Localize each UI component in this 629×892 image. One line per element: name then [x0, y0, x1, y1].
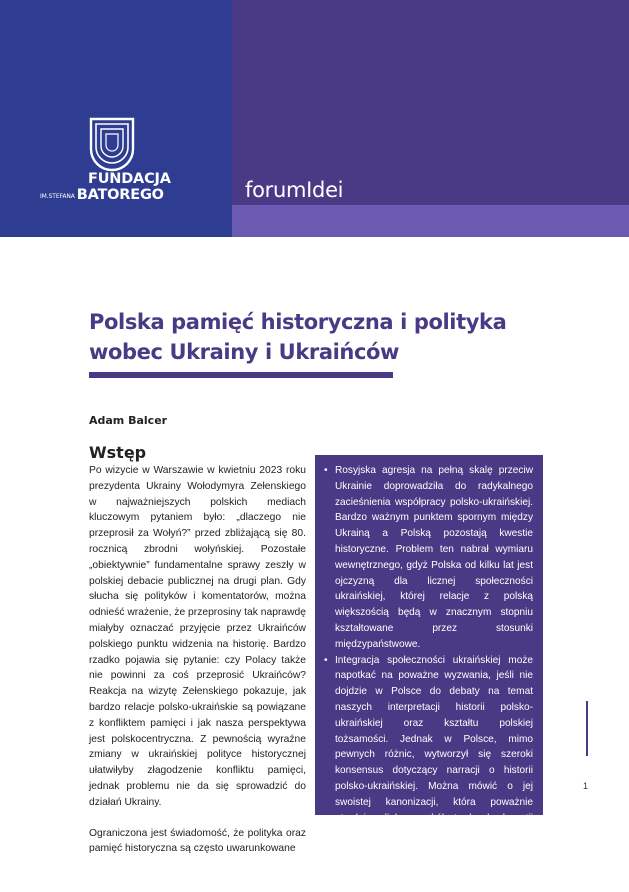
section-heading: Wstęp: [89, 443, 147, 462]
logo-text-fundacja: FUNDACJA: [88, 171, 171, 187]
margin-rule: [586, 701, 588, 756]
key-points-box: [315, 455, 543, 856]
body-paragraph: Ograniczona jest świadomość, że polityka oraz pamięć historyczna są często uwarunkowane: [89, 827, 306, 855]
logo-text-batorego: [40, 187, 164, 205]
logo-text-small: IM.STEFANA: [40, 193, 75, 200]
key-point-item: • Integracja społeczności ukraińskiej może napotkać na poważne wyzwania, jeśli nie dojdzie w Polsce do debaty na temat naszych interpretacji historii polsko-ukraińskiej oraz kształtu polskiej tożsamości. Jednak w Polsce, mimo pewnych różnic, wytworzył się szeroki konsensus dotyczący narracji o historii polsko-ukraińskiej. Można mówić o jej swoistej kanonizacji, która poważnie utrudnia dialog wokół trudnych kwestii historycznych z Ukrainą i stanowi wyzwanie, jeśli chcemy budować bardziej: [324, 653, 533, 858]
document-title: Polska pamięć historyczna i polityka wobec Ukrainy i Ukraińców: [89, 310, 507, 364]
key-points-list: [324, 463, 533, 858]
author-name: Adam Balcer: [89, 414, 168, 427]
logo-text-big: BATOREGO: [76, 187, 164, 203]
foundation-logo-icon: [89, 116, 135, 168]
page-number: 1: [583, 781, 589, 791]
body-text-column: [89, 463, 306, 857]
title-underline: [89, 372, 393, 378]
key-point-item: • Rosyjska agresja na pełną skalę przeciw Ukrainie doprowadziła do radykalnego zacieśnienia współpracy polsko-ukraińskiej. Bardzo ważnym punktem spornym między Ukrainą a Polską pozostają kwestie historyczne. Problem ten nabrał wymiaru wewnętrznego, gdyż Polska od kilku lat jest ojczyzną dla licznej społeczności ukraińskiej, której relacje z polską większością będą w znacznym stopniu kształtowane przez stosunki międzypaństwowe.: [324, 463, 533, 653]
header-band: [232, 205, 629, 237]
body-paragraph: Po wizycie w Warszawie w kwietniu 2023 roku prezydenta Ukrainy Wołodymyra Zełenskiego w najważniejszych polskich mediach kluczowym pytaniem było: „dlaczego nie przeprosił za Wołyń?” przed zbliżającą się 80. rocznicą zbrodni wołyńskiej. Pozostałe „obiektywnie” fundamentalne sprawy zeszły w polskiej debacie publicznej na drugi plan. Gdy słucha się polityków i komentatorów, można odnieść wrażenie, że przeprosiny tak naprawdę miałyby oznaczać przyjęcie przez Ukraińców polskiego punktu widzenia na historię. Bardzo rzadko pojawia się pytanie: czy Polacy także nie powinni za coś przeprosić Ukraińców? Reakcja na wizytę Zełenskiego pokazuje, jak bardzo relacje polsko-ukraińskie są powiązane z konfliktem pamięci i jak nasza perspektywa jest polskocentryczna. Z pewnością wyraźne zmiany w ukraińskiej polityce historycznej ułatwiłyby złagodzenie konfliktu pamięci, jednak problemu nie da się sprowadzić do działań Ukrainy.: [89, 465, 306, 808]
series-label: forumIdei: [245, 178, 344, 202]
header-right-panel: [232, 0, 629, 205]
